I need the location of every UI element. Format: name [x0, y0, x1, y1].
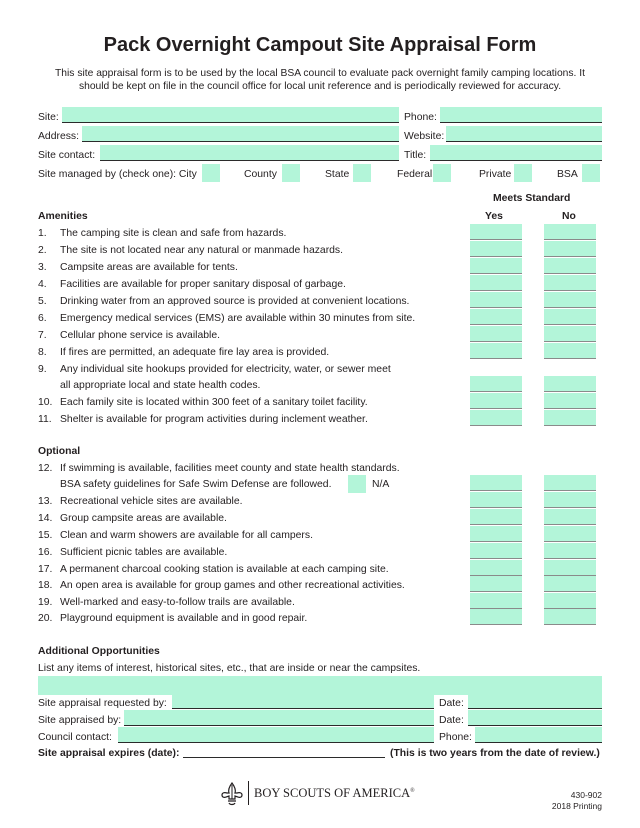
item-5-no-box[interactable] — [544, 292, 596, 308]
item-text: Each family site is located within 300 feet of a sanitary toilet facility. — [60, 397, 368, 408]
county-label: County — [244, 169, 277, 180]
county-checkbox[interactable] — [282, 164, 300, 182]
item-12-no-box[interactable] — [544, 475, 596, 491]
item-number: 8. — [38, 347, 47, 358]
council-phone-field[interactable] — [475, 727, 602, 743]
state-label: State — [325, 169, 350, 180]
optional-heading: Optional — [38, 446, 81, 457]
item-text-cont: all appropriate local and state health codes. — [60, 380, 261, 391]
item-text: The site is not located near any natural or manmade hazards. — [60, 245, 344, 256]
item-16-yes-box[interactable] — [470, 543, 522, 559]
item-9-no-box[interactable] — [544, 376, 596, 392]
federal-label: Federal — [397, 169, 433, 180]
item-10-no-box[interactable] — [544, 393, 596, 409]
item-20-yes-box[interactable] — [470, 609, 522, 625]
item-text: Cellular phone service is available. — [60, 330, 220, 341]
expires-label: Site appraisal expires (date): — [38, 748, 180, 759]
item-19-yes-box[interactable] — [470, 593, 522, 609]
item-18-no-box[interactable] — [544, 576, 596, 592]
item-18-yes-box[interactable] — [470, 576, 522, 592]
city-checkbox[interactable] — [202, 164, 220, 182]
phone-field[interactable] — [440, 107, 602, 123]
item-text: Emergency medical services (EMS) are available within 30 minutes from site. — [60, 313, 416, 324]
intro-text: This site appraisal form is to be used by the local BSA council to evaluate pack overnight family camping locations. It should be kept on file in the council office for local unit reference and is periodically reviewed for accuracy. — [55, 68, 585, 92]
item-3-no-box[interactable] — [544, 258, 596, 274]
item-number: 1. — [38, 228, 47, 239]
item-number: 4. — [38, 279, 47, 290]
form-number: 430-902 — [570, 790, 602, 800]
item-13-yes-box[interactable] — [470, 492, 522, 508]
phone-label: Phone: — [404, 112, 437, 123]
item-8-no-box[interactable] — [544, 343, 596, 359]
footer-divider — [248, 781, 249, 805]
item-6-no-box[interactable] — [544, 309, 596, 325]
site-contact-label: Site contact: — [38, 150, 96, 161]
item-number: 3. — [38, 262, 47, 273]
requested-by-field[interactable] — [172, 693, 434, 709]
item-15-yes-box[interactable] — [470, 526, 522, 542]
item-number: 10. — [38, 397, 53, 408]
item-number: 18. — [38, 580, 53, 591]
item-7-yes-box[interactable] — [470, 326, 522, 342]
item-text: Campsite areas are available for tents. — [60, 262, 238, 273]
website-label: Website: — [404, 131, 445, 142]
appraised-by-label: Site appraised by: — [38, 715, 122, 726]
requested-date-field[interactable] — [468, 693, 602, 709]
item-text: Well-marked and easy-to-follow trails are available. — [60, 597, 295, 608]
yes-header: Yes — [485, 211, 503, 222]
site-field[interactable] — [62, 107, 399, 123]
item-text: Any individual site hookups provided for electricity, water, or sewer meet — [60, 364, 391, 375]
item-number: 15. — [38, 530, 53, 541]
item-1-no-box[interactable] — [544, 224, 596, 240]
meets-standard-header: Meets Standard — [493, 193, 571, 204]
site-label: Site: — [38, 112, 59, 123]
item-text: Recreational vehicle sites are available. — [60, 496, 243, 507]
na-checkbox[interactable] — [348, 475, 366, 493]
private-checkbox[interactable] — [514, 164, 532, 182]
item-text: Facilities are available for proper sanitary disposal of garbage. — [60, 279, 346, 290]
appraised-by-field[interactable] — [124, 710, 434, 726]
appraised-date-label: Date: — [439, 715, 464, 726]
item-13-no-box[interactable] — [544, 492, 596, 508]
managed-label: Site managed by (check one): City — [38, 169, 197, 180]
council-phone-label: Phone: — [439, 732, 472, 743]
additional-heading: Additional Opportunities — [38, 646, 160, 657]
fleur-de-lis-icon — [220, 781, 244, 807]
item-19-no-box[interactable] — [544, 593, 596, 609]
item-number: 5. — [38, 296, 47, 307]
item-text: A permanent charcoal cooking station is available at each camping site. — [60, 564, 389, 575]
bsa-label: BSA — [557, 169, 578, 180]
website-field[interactable] — [446, 126, 602, 142]
item-number: 14. — [38, 513, 53, 524]
item-number: 11. — [38, 414, 52, 425]
item-number: 17. — [38, 564, 53, 575]
item-text: Group campsite areas are available. — [60, 513, 227, 524]
no-header: No — [562, 211, 576, 222]
title-field[interactable] — [430, 145, 602, 161]
item-text: If swimming is available, facilities meet county and state health standards. — [60, 463, 400, 474]
item-number: 13. — [38, 496, 53, 507]
na-label: N/A — [372, 479, 390, 490]
page-title: Pack Overnight Campout Site Appraisal Form — [103, 34, 537, 56]
bsa-wordmark: BOY SCOUTS OF AMERICA® — [254, 786, 415, 800]
item-4-yes-box[interactable] — [470, 275, 522, 291]
item-number: 16. — [38, 547, 53, 558]
item-text: Clean and warm showers are available for all campers. — [60, 530, 313, 541]
additional-field-1[interactable] — [38, 676, 602, 690]
address-field[interactable] — [82, 126, 399, 142]
bsa-checkbox[interactable] — [582, 164, 600, 182]
item-number: 20. — [38, 613, 53, 624]
printing-year: 2018 Printing — [551, 801, 602, 811]
item-text: Sufficient picnic tables are available. — [60, 547, 228, 558]
item-number: 7. — [38, 330, 47, 341]
item-7-no-box[interactable] — [544, 326, 596, 342]
address-label: Address: — [38, 131, 80, 142]
amenities-heading: Amenities — [38, 211, 88, 222]
item-6-yes-box[interactable] — [470, 309, 522, 325]
item-number: 19. — [38, 597, 53, 608]
item-11-yes-box[interactable] — [470, 410, 522, 426]
title-label: Title: — [404, 150, 427, 161]
item-number: 6. — [38, 313, 47, 324]
item-number: 9. — [38, 364, 47, 375]
item-11-no-box[interactable] — [544, 410, 596, 426]
item-text: The camping site is clean and safe from hazards. — [60, 228, 287, 239]
item-text-cont: BSA safety guidelines for Safe Swim Defense are followed. — [60, 479, 332, 490]
item-4-no-box[interactable] — [544, 275, 596, 291]
expires-note: (This is two years from the date of review.) — [390, 748, 600, 759]
item-text: An open area is available for group games and other recreational activities. — [60, 580, 405, 591]
item-12-yes-box[interactable] — [470, 475, 522, 491]
requested-by-label: Site appraisal requested by: — [38, 698, 167, 709]
item-14-yes-box[interactable] — [470, 509, 522, 525]
item-number: 2. — [38, 245, 47, 256]
additional-prompt: List any items of interest, historical sites, etc., that are inside or near the campsites. — [38, 663, 421, 674]
item-text: Drinking water from an approved source is provided at convenient locations. — [60, 296, 410, 307]
item-20-no-box[interactable] — [544, 609, 596, 625]
state-checkbox[interactable] — [353, 164, 371, 182]
appraised-date-field[interactable] — [468, 710, 602, 726]
item-text: Playground equipment is available and in good repair. — [60, 613, 308, 624]
item-17-no-box[interactable] — [544, 560, 596, 576]
item-text: Shelter is available for program activities during inclement weather. — [60, 414, 368, 425]
private-label: Private — [479, 169, 512, 180]
item-2-no-box[interactable] — [544, 241, 596, 257]
item-16-no-box[interactable] — [544, 543, 596, 559]
site-contact-field[interactable] — [100, 145, 399, 161]
item-9-yes-box[interactable] — [470, 376, 522, 392]
item-number: 12. — [38, 463, 53, 474]
council-contact-field[interactable] — [118, 727, 434, 743]
item-8-yes-box[interactable] — [470, 343, 522, 359]
council-contact-label: Council contact: — [38, 732, 112, 743]
item-1-yes-box[interactable] — [470, 224, 522, 240]
item-14-no-box[interactable] — [544, 509, 596, 525]
item-3-yes-box[interactable] — [470, 258, 522, 274]
federal-checkbox[interactable] — [433, 164, 451, 182]
item-5-yes-box[interactable] — [470, 292, 522, 308]
requested-date-label: Date: — [439, 698, 464, 709]
item-2-yes-box[interactable] — [470, 241, 522, 257]
item-10-yes-box[interactable] — [470, 393, 522, 409]
expires-field[interactable] — [183, 757, 385, 758]
item-text: If fires are permitted, an adequate fire lay area is provided. — [60, 347, 330, 358]
item-17-yes-box[interactable] — [470, 560, 522, 576]
item-15-no-box[interactable] — [544, 526, 596, 542]
